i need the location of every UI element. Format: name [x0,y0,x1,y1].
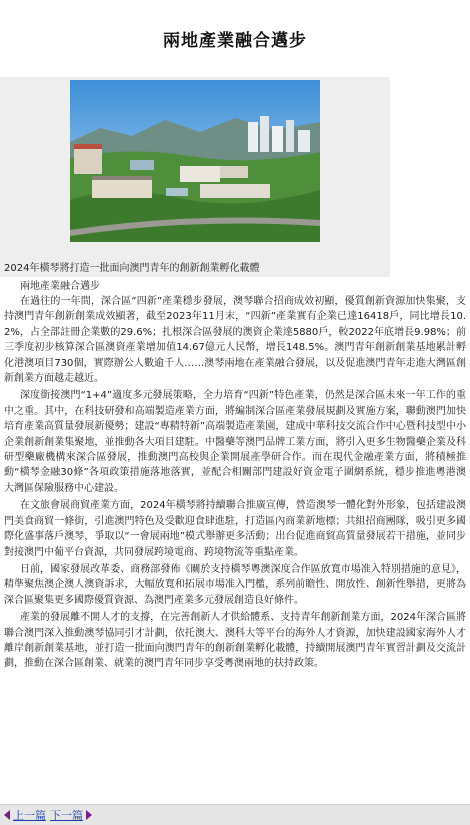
photo-panel [0,77,390,277]
prev-article-link[interactable] [4,807,46,823]
article-paragraph: 在過往的一年間，深合區“四新”產業穩步發展，澳琴聯合招商成效初顯，優質創新資源加快集聚，支持澳門青年創新創業成效顯著，截至2023年11月末，“四新”產業實有企業已達16418戶，同比增長10.2%，占全部註冊企業數的29.6%；扎根深合區發展的澳資企業達5880戶，較2022年底增長9.98%；前三季度初步核算深合區澳資產業增加值14.67億元人民幣，增長148.5%。澳門青年創新創業基地累計孵化港澳項目730個，實際辦公人數逾千人……澳琴兩地在產業融合發展，以及促進澳門青年走進大灣區創新創業方面越走越近。 [4,296,466,385]
article-photo [70,80,320,242]
next-article-link[interactable] [50,807,92,823]
article-paragraph: 產業的發展離不開人才的支撐，在完善創新人才供給體系、支持青年創新創業方面，2024年深合區將聯合澳門深入推動澳琴協同引才計劃，依托澳大、澳科大等平台的海外人才資源，加快建設國家海外人才離岸創新創業基地，並打造一批面向澳門青年的創新創業孵化載體，持續開展澳門青年實習計劃及交流計劃，推動在深合區創業、就業的澳門青年同步享受粵澳兩地的扶持政策。 [4,612,466,670]
article-paragraph: 深度銜接澳門“1+4”適度多元發展策略，全力培育“四新”特色產業，仍然是深合區未來一年工作的重中之重。其中，在科技研發和高端製造產業方面，將編制深合區產業發展規劃及實施方案，聯動澳門加快培育產業高質量發展新優勢；建設“專精特新”高端製造產業園，建成中華科技交流合作中心暨科技型中小企業創新創業集聚地，並推動各大項目建駐。中醫藥等澳門品牌工業方面，將引入更多生物醫藥企業及科研型藥廠機構來深合區發展，推動澳門高校與企業開展產學研合作。而在現代金融產業方面，將積極推動“橫琴金融30條”各項政策措施落地落實，並配合相關部門建設好資金電子圍網系統，穩步推進粵港澳大灣區保險服務中心建設。 [4,390,466,494]
arrow-left-icon [4,810,10,820]
article-nav-bar [0,804,470,825]
arrow-right-icon [86,810,92,820]
prev-article-label: 上一篇 [13,809,46,822]
next-article-label: 下一篇 [50,809,83,822]
photo-caption: 2024年橫琴將打造一批面向澳門青年的創新創業孵化載體 [4,263,260,274]
article-body [4,279,466,672]
article-paragraph: 在文旅會展商貿產業方面，2024年橫琴將持續聯合推廣宣傳，營造澳琴一體化對外形象，包括建設澳門美食商貿一條街，引進澳門特色及受歡迎食肆進駐，打造區內商業新地標；共組招商團隊，吸引更多國際化盛事落戶澳琴，爭取以“一會展兩地”模式舉辦更多活動；出台促進商貿高質量發展若干措施，並同步對接澳門中葡平台資源，共同發展跨境電商、跨境物流等重點產業。 [4,500,466,558]
article-paragraph: 日前，國家發展改革委、商務部發佈《關於支持橫琴粵澳深度合作區放寬市場准入特別措施的意見》，精準聚焦澳企澳人澳資訴求，大幅放寬和拓展市場准入門檻，系列前瞻性、開放性、創新性舉措，更將為深合區聚集更多國際優質資源、為澳門產業多元發展創造良好條件。 [4,563,466,606]
article-subhead: 兩地產業融合邁步 [20,281,100,292]
page-title: 兩地產業融合邁步 [163,31,307,51]
